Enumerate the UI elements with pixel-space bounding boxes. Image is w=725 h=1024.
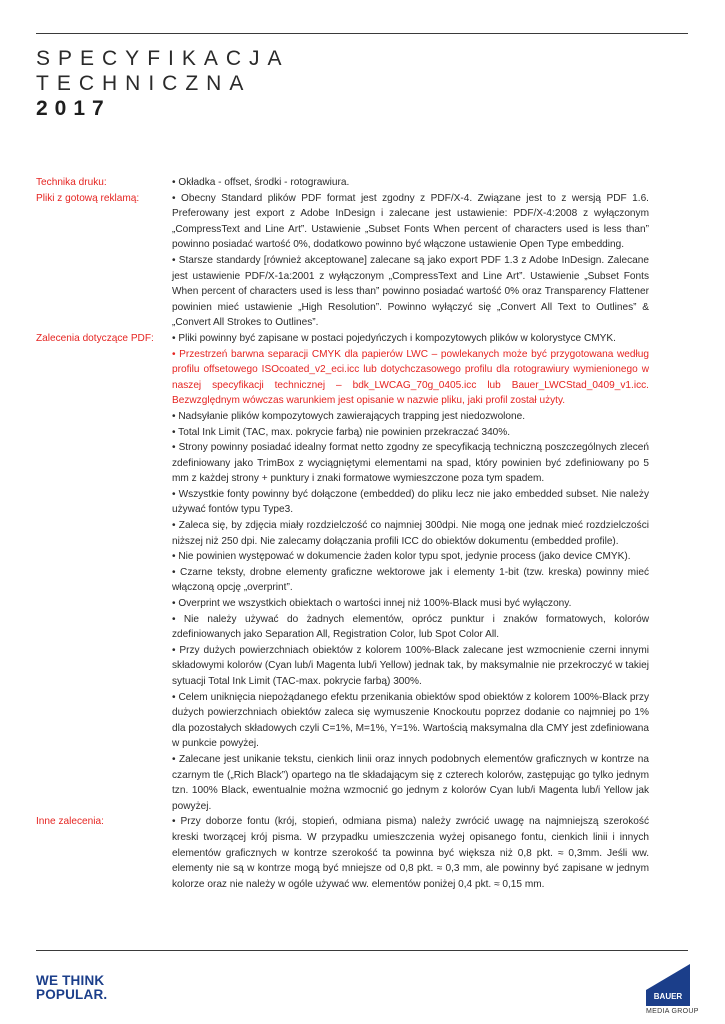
spec-row (36, 814, 688, 892)
page-title (36, 46, 290, 122)
slogan-line-2: POPULAR. (36, 987, 108, 1002)
highlighted-paragraph: • Przestrzeń barwna separacji CMYK dla papierów LWC – powlekanych może być przygotowana według profilu offsetowego ISOcoated_v2_eci.icc lub dotychczasowego profilu dla rotograwiury wymienionego w naszej specyfikacji technicznej – bdk_LWCAG_70g_0405.icc lub Bauer_LWCStad_0409_v1.icc. Bezwzględnym wówczas warunkiem jest opisanie w nazwie pliku, jaki profil został użyty. (172, 348, 649, 407)
section-label-spacer (36, 440, 172, 487)
section-label-spacer (36, 565, 172, 596)
section-label-spacer (36, 752, 172, 814)
logo-word: BAUER (653, 992, 683, 1001)
section-label: Zalecenia dotyczące PDF: (36, 332, 154, 344)
spec-paragraph: • Nie należy używać do żadnych elementów, oprócz punktur i znaków formatowych, kolorów zdefiniowanych jako Separation All, Registration Color, lub Spot Color All. (172, 613, 649, 641)
spec-paragraph: • Total Ink Limit (TAC, max. pokrycie farbą) nie powinien przekraczać 340%. (172, 426, 511, 438)
section-label: Pliki z gotową reklamą: (36, 192, 140, 204)
bauer-logo (646, 964, 699, 1015)
section-label-spacer (36, 549, 172, 565)
spec-row (36, 191, 688, 253)
spec-row (36, 549, 688, 565)
section-label-spacer (36, 596, 172, 612)
spec-row (36, 752, 688, 814)
title-line-2: TECHNICZNA (36, 72, 252, 95)
spec-row (36, 487, 688, 518)
spec-row (36, 331, 688, 347)
spec-paragraph: • Nie powinien występować w dokumencie żaden kolor typu spot, jedynie process (jako device CMYK). (172, 551, 631, 563)
spec-paragraph: • Przy dużych powierzchniach obiektów z kolorem 100%-Black zalecane jest wzmocnienie czerni innymi składowymi kolorów (Cyan lub/i Magenta lub/i Yellow) jednak tak, by maksymalnie nie przekroczyć w takiej sytuacji Total Ink Limit (TAC-max. pokrycie farbą) 300%. (172, 644, 649, 687)
spec-row (36, 253, 688, 331)
slogan-line-1: WE THINK (36, 973, 105, 988)
spec-row (36, 409, 688, 425)
spec-paragraph: • Starsze standardy [również akceptowane] zalecane są jako export PDF 1.3 z Adobe InDesign. Zalecane jest ustawienie PDF/X-1a:2001 z wyłączonym „CompressText and Line Art”. Ustawienie „Subset Fonts When percent of characters used is less than” powinno posiadać wartość 0% oraz Transparency Flattener powinien mieć ustawienie „High Resolution”. Powinno wyłączyć się „Convert All Text to Outlines” & „Convert All Strokes to Outlines”. (172, 254, 649, 329)
spec-row (36, 175, 688, 191)
spec-row (36, 612, 688, 643)
section-label-spacer (36, 487, 172, 518)
spec-paragraph: • Celem uniknięcia niepożądanego efektu przenikania obiektów spod obiektów z kolorem 100%-Black przy dużych powierzchniach obiektów zaleca się wymuszenie Knockoutu poprzez dodanie co najmniej po 1% dla pozostałych składowych czyli C=1%, M=1%, Y=1%. Wartością maksymalna dla CMY jest zdefiniowana w punkcie powyżej. (172, 691, 649, 750)
specification-content (36, 175, 688, 892)
spec-row (36, 690, 688, 752)
section-label: Inne zalecenia: (36, 816, 104, 828)
top-divider (36, 33, 688, 34)
spec-row (36, 425, 688, 441)
spec-paragraph: • Nadsyłanie plików kompozytowych zawierających trapping jest niedozwolone. (172, 410, 526, 422)
spec-paragraph: • Przy doborze fontu (krój, stopień, odmiana pisma) należy zwrócić uwagę na najmniejszą szerokość kreski tworzącej krój pisma. W przypadku umieszczenia wyżej opisanego fontu, cienkich linii i innych elementów graficznych w kontrze szerokość ta powinna być większa niż 0,8 pkt. ≈ 0,3mm. Jeśli ww. elementy nie są w kontrze mogą być mniejsze od 0,8 pkt. ≈ 0,3 mm, ale powinny być zapisane w jednym kolorze oraz nie należy w ogóle używać ww. elementów poniżej 0,4 pkt. ≈ 0,15 mm. (172, 816, 649, 890)
section-label-spacer (36, 409, 172, 425)
spec-paragraph: • Zalecane jest unikanie tekstu, cienkich linii oraz innych podobnych elementów graficznych w kontrze na czarnym tle („Rich Black”) opartego na tle składającym się z czterech kolorów, zastępując go tylko jednym tzn. 100% Black, ewentualnie można wzmocnić go jednym z kolorów Cyan lub/i Magenta lub/i Yellow jak powyżej. (172, 753, 649, 812)
title-year: 2017 (36, 97, 111, 120)
section-label-spacer (36, 425, 172, 441)
spec-paragraph: • Zaleca się, by zdjęcia miały rozdzielczość co najmniej 300dpi. Nie mogą one jednak mieć rozdzielczości niższej niż 250 dpi. Nie zalecamy dołączania profili ICC do obiektów dokumentu (embedded profile). (172, 520, 649, 547)
spec-paragraph: • Overprint we wszystkich obiektach o wartości innej niż 100%-Black musi być wyłączony. (172, 598, 572, 610)
section-label-spacer (36, 253, 172, 331)
slogan (36, 974, 107, 1002)
spec-paragraph: • Obecny Standard plików PDF format jest zgodny z PDF/X-4. Związane jest to z wersją PDF 1.6. Preferowany jest export z Adobe InDesign i zalecane jest ustawienie: PDF/X-4:2008 z wyłączonym „CompressText and Line Art”. Ustawienie „Subset Fonts When percent of characters used is less than” powinno posiadać wartość 0%, dodatkowo powinno być włączone ustawienie Open Type embedding. (172, 192, 649, 251)
spec-row (36, 565, 688, 596)
spec-row (36, 518, 688, 549)
section-label-spacer (36, 690, 172, 752)
bauer-logo-mark (646, 964, 690, 1006)
spec-paragraph: • Czarne teksty, drobne elementy graficzne wektorowe jak i elementy 1-bit (tzw. kreska) powinny mieć włączoną opcję „overprint”. (172, 566, 649, 594)
spec-row (36, 440, 688, 487)
bottom-divider (36, 950, 688, 951)
spec-paragraph: • Strony powinny posiadać idealny format netto zgodny ze specyfikacją techniczną poszczególnych zleceń zdefiniowany jako TrimBox z wyciągniętymi elementami na spad, który powinien być zdefiniowany po 5 mm z każdej strony + punktury i znaki formatowe wymieszczone poza tym spadem. (172, 442, 649, 485)
logo-caption: MEDIA GROUP (646, 1008, 699, 1015)
section-label-spacer (36, 518, 172, 549)
spec-row (36, 596, 688, 612)
spec-paragraph: • Wszystkie fonty powinny być dołączone (embedded) do pliku lecz nie jako embedded subset. Nie należy używać fontów typu Type3. (172, 488, 649, 516)
section-label-spacer (36, 612, 172, 643)
spec-paragraph: • Pliki powinny być zapisane w postaci pojedyńczych i kompozytowych plików w kolorystyce CMYK. (172, 332, 616, 344)
section-label-spacer (36, 347, 172, 409)
spec-row (36, 643, 688, 690)
spec-row (36, 347, 688, 409)
section-label-spacer (36, 643, 172, 690)
title-line-1: SPECYFIKACJA (36, 47, 290, 70)
spec-paragraph: • Okładka - offset, środki - rotograwiura. (172, 177, 350, 188)
section-label: Technika druku: (36, 177, 107, 188)
